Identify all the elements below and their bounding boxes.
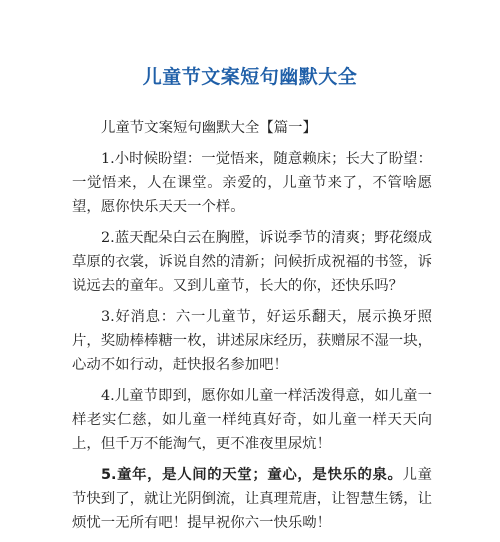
paragraph-5-rest: 儿童节快到了，就让光阴倒流，让真理荒唐，让智慧生锈，让烦忧一无所有吧！提早祝你六一快乐呦！ xyxy=(72,467,432,531)
paragraph-1: 1.小时候盼望：一觉悟来，随意赖床；长大了盼望：一觉悟来，人在课堂。亲爱的，儿童节来了，不管啥愿望，愿你快乐天天一个样。 xyxy=(72,151,432,215)
paragraph-2: 2.蓝天配朵白云在胸膛，诉说季节的清爽；野花缀成草原的衣裳，诉说自然的清新；问候折成祝福的书签，诉说远去的童年。又到儿童节，长大的你，还快乐吗？ xyxy=(72,230,432,294)
paragraph-3: 3.好消息：六一儿童节，好运乐翻天，展示换牙照片，奖励棒棒糖一枚，讲述尿床经历，获赠尿不湿一块，心动不如行动，赶快报名参加吧！ xyxy=(72,309,432,373)
paragraph-5-bold: 5.童年，是人间的天堂；童心，是快乐的泉。 xyxy=(101,467,403,483)
section-heading: 儿童节文案短句幽默大全【篇一】 xyxy=(101,120,317,136)
article-body xyxy=(72,116,432,542)
paragraph-4: 4.儿童节即到，愿你如儿童一样活泼得意，如儿童一样老实仁慈，如儿童一样纯真好奇，如儿童一样天天向上，但千万不能淘气，更不准夜里尿炕！ xyxy=(72,388,432,452)
page-title: 儿童节文案短句幽默大全 xyxy=(142,66,358,88)
paragraph-5 xyxy=(72,463,432,535)
